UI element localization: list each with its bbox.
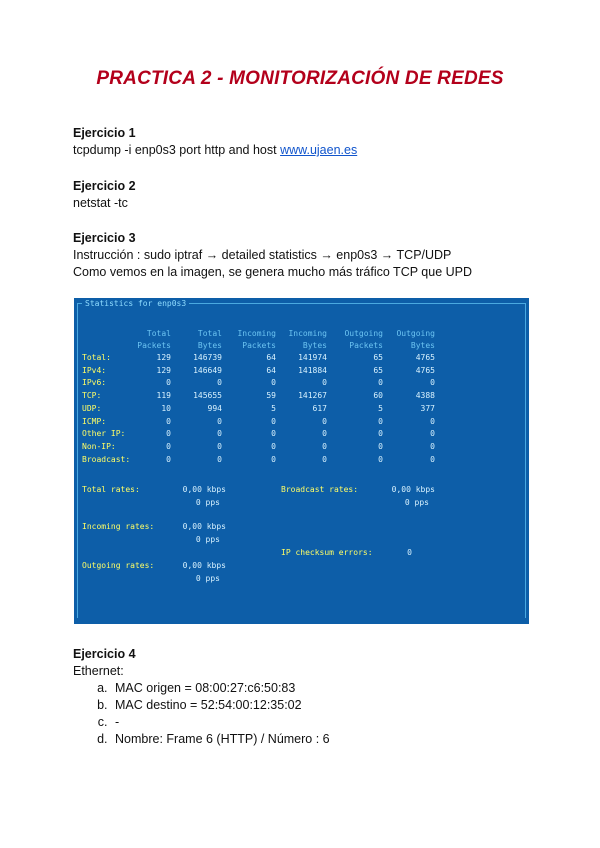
- table-cell: 0: [430, 454, 435, 464]
- table-cell: 0: [378, 454, 383, 464]
- exercise-1-cmd-text: tcpdump -i enp0s3 port http and host: [73, 143, 281, 157]
- table-cell: 0: [378, 429, 383, 439]
- table-cell: 5: [271, 403, 276, 413]
- column-header-line: Bytes: [197, 341, 222, 350]
- column-header: [333, 328, 383, 352]
- table-cell: 0: [322, 429, 327, 439]
- table-cell: 617: [312, 403, 327, 413]
- table-cell: 65: [373, 365, 383, 375]
- terminal-frame-title: Statistics for enp0s3: [82, 299, 189, 308]
- incoming-rates-label: Incoming rates:: [82, 522, 155, 531]
- column-header-line: Outgoing: [396, 329, 435, 338]
- ujaen-link[interactable]: www.ujaen.es: [280, 143, 358, 157]
- exercise-1: [73, 125, 357, 159]
- table-cell: 141884: [298, 365, 327, 375]
- table-cell: 0: [166, 454, 171, 464]
- row-label: Broadcast:: [82, 454, 131, 464]
- incoming-rates-kbps: 0,00 kbps: [182, 522, 226, 531]
- table-cell: 145655: [193, 391, 222, 401]
- table-cell: 0: [166, 416, 171, 426]
- row-label: Non-IP:: [82, 441, 116, 451]
- table-cell: 0: [271, 429, 276, 439]
- total-rates-label: Total rates:: [82, 485, 140, 494]
- table-cell: 119: [156, 391, 171, 401]
- table-cell: 0: [322, 454, 327, 464]
- table-cell: 0: [430, 429, 435, 439]
- total-rates-pps: 0 pps: [195, 498, 220, 507]
- table-cell: 59: [266, 391, 276, 401]
- broadcast-rates-pps: 0 pps: [404, 498, 429, 507]
- table-cell: 0: [271, 378, 276, 388]
- row-label: TCP:: [82, 391, 102, 401]
- exercise-2-command: netstat -tc: [73, 196, 128, 210]
- table-cell: 0: [430, 441, 435, 451]
- table-cell: 0: [166, 429, 171, 439]
- list-item: d. Nombre: Frame 6 (HTTP) / Número : 6: [111, 731, 330, 748]
- column-header-line: Incoming: [288, 329, 327, 338]
- table-cell: 146649: [193, 365, 222, 375]
- column-header-line: Outgoing: [344, 329, 383, 338]
- table-cell: 141267: [298, 391, 327, 401]
- table-cell: 0: [271, 454, 276, 464]
- exercise-1-command: [73, 142, 357, 159]
- table-cell: 65: [373, 353, 383, 362]
- table-cell: 0: [217, 454, 222, 464]
- table-cell: 4765: [415, 353, 435, 362]
- table-cell: 0: [217, 429, 222, 439]
- column-header-line: Packets: [349, 341, 383, 350]
- table-cell: 0: [217, 378, 222, 388]
- exercise-4-list: [73, 680, 330, 748]
- column-header: [277, 328, 327, 352]
- outgoing-rates-pps: 0 pps: [195, 574, 220, 583]
- table-cell: 10: [161, 403, 171, 413]
- row-label: IPv6:: [82, 378, 107, 388]
- table-cell: 377: [420, 403, 435, 413]
- table-cell: 0: [166, 378, 171, 388]
- column-header-line: Total: [197, 329, 222, 338]
- table-cell: 0: [217, 441, 222, 451]
- page-title: PRACTICA 2 - MONITORIZACIÓN DE REDES: [96, 68, 504, 89]
- table-cell: 0: [322, 416, 327, 426]
- column-header: [172, 328, 222, 352]
- table-cell: 4388: [415, 391, 435, 401]
- column-header-line: Bytes: [302, 341, 327, 350]
- exercise-1-heading: Ejercicio 1: [73, 126, 136, 140]
- exercise-4: [73, 646, 330, 748]
- column-header-line: Packets: [137, 341, 171, 350]
- table-cell: 129: [156, 365, 171, 375]
- table-cell: 64: [266, 353, 276, 362]
- column-header: [121, 328, 171, 352]
- list-item: c. -: [111, 714, 330, 731]
- table-cell: 4765: [415, 365, 435, 375]
- table-cell: 0: [322, 378, 327, 388]
- table-cell: 0: [378, 416, 383, 426]
- exercise-2-heading: Ejercicio 2: [73, 179, 136, 193]
- broadcast-rates-label: Broadcast rates:: [281, 485, 359, 494]
- list-item: a. MAC origen = 08:00:27:c6:50:83: [111, 680, 330, 697]
- exercise-3-instruction: Instrucción : sudo iptraf → detailed statistics → enp0s3 → TCP/UDP: [73, 248, 452, 262]
- table-cell: 0: [378, 378, 383, 388]
- column-header-line: Total: [146, 329, 171, 338]
- row-label: UDP:: [82, 403, 102, 413]
- iptraf-screenshot: [74, 298, 529, 624]
- table-cell: 5: [378, 403, 383, 413]
- outgoing-rates-kbps: 0,00 kbps: [182, 561, 226, 570]
- total-rates-kbps: 0,00 kbps: [182, 485, 226, 494]
- table-cell: 0: [430, 416, 435, 426]
- row-label: Total:: [82, 353, 111, 362]
- table-cell: 0: [322, 441, 327, 451]
- table-cell: 0: [166, 441, 171, 451]
- outgoing-rates-label: Outgoing rates:: [82, 561, 155, 570]
- exercise-2: [73, 178, 136, 212]
- table-cell: 64: [266, 365, 276, 375]
- column-header: [226, 328, 276, 352]
- row-label: ICMP:: [82, 416, 107, 426]
- table-cell: 994: [207, 403, 222, 413]
- exercise-4-heading: Ejercicio 4: [73, 647, 136, 661]
- column-header-line: Incoming: [237, 329, 276, 338]
- column-header-line: Bytes: [410, 341, 435, 350]
- broadcast-rates-kbps: 0,00 kbps: [391, 485, 435, 494]
- table-cell: 0: [430, 378, 435, 388]
- incoming-rates-pps: 0 pps: [195, 535, 220, 544]
- table-cell: 129: [156, 353, 171, 362]
- exercise-3: [73, 230, 472, 281]
- table-cell: 0: [217, 416, 222, 426]
- checksum-errors-label: IP checksum errors:: [281, 548, 373, 557]
- column-header: [385, 328, 435, 352]
- list-item: b. MAC destino = 52:54:00:12:35:02: [111, 697, 330, 714]
- table-cell: 146739: [193, 353, 222, 362]
- exercise-4-subtitle: Ethernet:: [73, 664, 124, 678]
- table-cell: 60: [373, 391, 383, 401]
- table-cell: 0: [378, 441, 383, 451]
- column-header-line: Packets: [242, 341, 276, 350]
- exercise-3-observation: Como vemos en la imagen, se genera mucho más tráfico TCP que UPD: [73, 265, 473, 279]
- row-label: IPv4:: [82, 365, 107, 375]
- table-cell: 0: [271, 441, 276, 451]
- checksum-errors-value: 0: [407, 548, 412, 557]
- row-label: Other IP:: [82, 429, 126, 439]
- exercise-3-heading: Ejercicio 3: [73, 231, 136, 245]
- table-cell: 141974: [298, 353, 327, 362]
- table-cell: 0: [271, 416, 276, 426]
